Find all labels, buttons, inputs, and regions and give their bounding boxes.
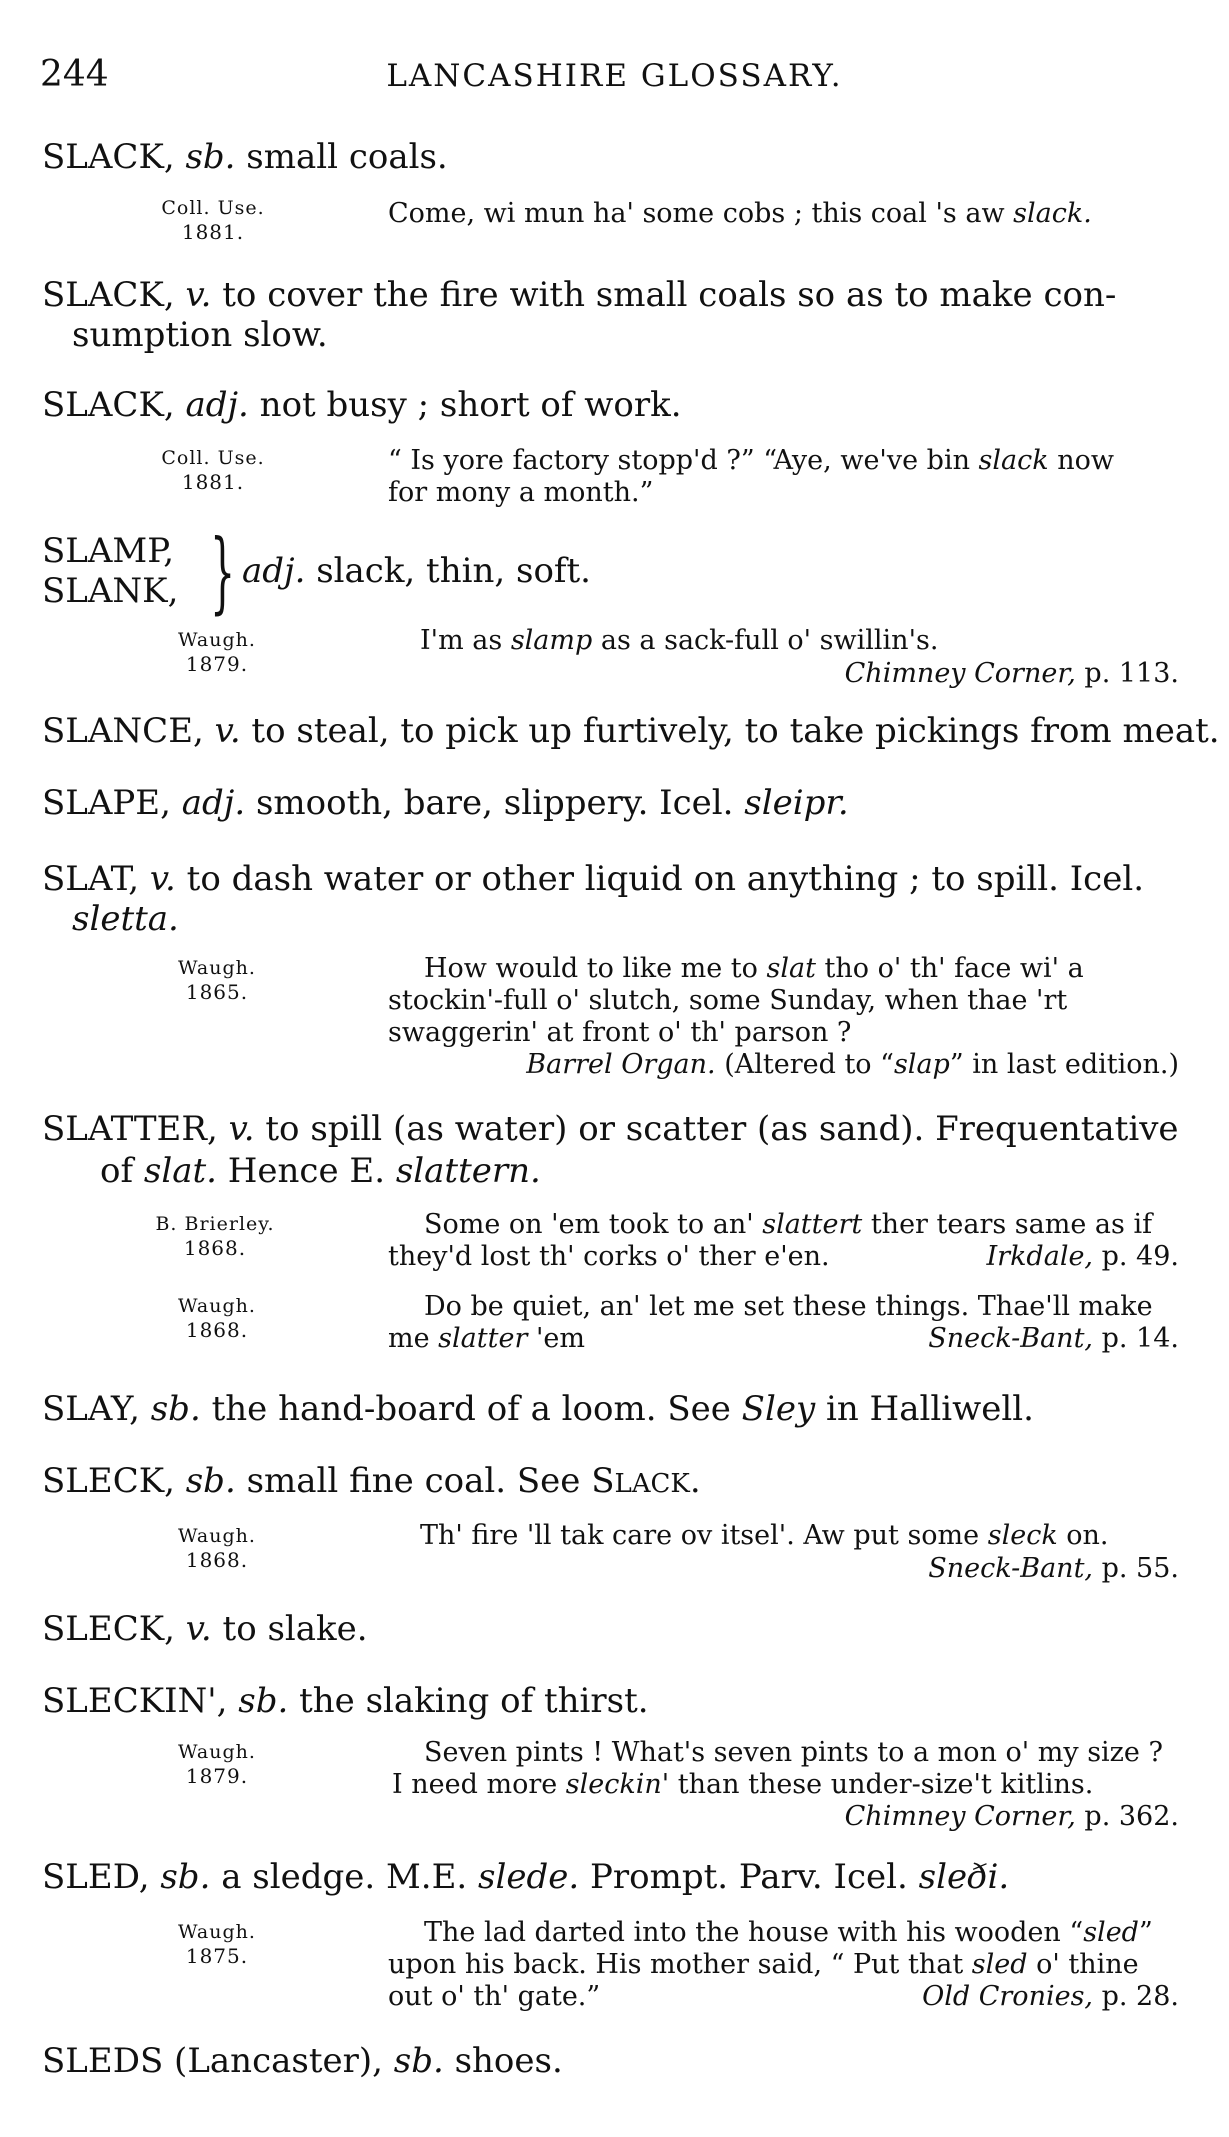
citation-source: Coll. Use. 1881. [161,197,265,244]
entry-slat [42,858,1144,900]
quotation: Do be quiet, an' let me set these things. Thae'll make me slatter 'em [388,1291,1153,1354]
definition: small coals. [235,137,448,177]
entry-slack-adj [42,384,682,426]
citation-reference: Barrel Organ. (Altered to “slap” in last edition.) [526,1049,1179,1080]
headword: SLED, [42,1857,150,1897]
part-of-speech: adj. [181,783,246,823]
citation-reference: Old Cronies, p. 28. [922,1981,1179,2012]
headword: SLECKIN', [42,1681,228,1721]
entry-slack-sb [42,136,448,178]
definition: to steal, to pick up furtively, to take pickings from meat. [240,711,1220,751]
running-title: LANCASHIRE GLOSSARY. [386,58,843,94]
part-of-speech: sb. [150,1389,201,1429]
brace: } [210,520,236,623]
citation-reference: Sneck-Bant, p. 55. [928,1553,1179,1584]
entry-sleck-sb: SLECK, sb. small fine coal. See SLACK. [42,1461,701,1501]
part-of-speech: v. [228,1109,255,1149]
citation-source: Waugh. 1879. [178,1741,256,1788]
part-of-speech: adj. [242,551,306,591]
headword: SLATTER, [42,1109,218,1149]
definition: to slake. [211,1609,368,1649]
citation-source: Waugh. 1865. [178,957,256,1004]
part-of-speech: v. [214,711,241,751]
quotation: Come, wi mun ha' some cobs ; this coal 's aw slack. [388,198,1092,229]
entry-slance [42,710,1220,752]
headword: SLAT, [42,859,140,899]
definition: to spill (as water) or scatter (as sand). Frequentative [254,1109,1179,1149]
definition: not busy ; short of work. [248,385,682,425]
quotation: I'm as slamp as a sack-full o' swillin's. [420,625,939,656]
definition: the slaking of thirst. [288,1681,649,1721]
citation-source: Coll. Use. 1881. [161,447,265,494]
citation-reference: Irkdale, p. 49. [986,1241,1179,1272]
entry-slatter [42,1108,1179,1150]
quotation: “ Is yore factory stopp'd ?” “Aye, we've bin slack now for mony a month.” [388,445,1114,508]
part-of-speech: sb. [393,2041,444,2081]
part-of-speech: sb. [185,1461,236,1501]
part-of-speech: v. [185,1609,212,1649]
definition: adj. slack, thin, soft. [242,551,591,591]
entry-slay: SLAY, sb. the hand-board of a loom. See Sley in Halliwell. [42,1389,1034,1429]
quotation: Some on 'em took to an' slattert ther tears same as if they'd lost th' corks o' ther e'en. [388,1209,1153,1272]
definition: smooth, bare, slippery. Icel. [245,783,745,823]
headword: SLECK, [42,1461,175,1501]
entry-sleckin [42,1680,649,1722]
quotation: The lad darted into the house with his wooden “sled” upon his back. His mother said, “ Put that sled o' thine out o' th' gate.” [388,1917,1153,2012]
citation-source: Waugh. 1868. [178,1295,256,1342]
entry-slack-v [42,274,1116,316]
headword: SLEDS [42,2041,164,2081]
citation-reference: Chimney Corner, p. 113. [844,658,1179,689]
headword: SLACK, [42,137,175,177]
definition: to dash water or other liquid on anything ; to spill. Icel. [175,859,1144,899]
definition: shoes. [443,2041,563,2081]
definition: small fine coal. See S [235,1461,615,1501]
entry-slamp [42,530,174,572]
headword: SLECK, [42,1609,175,1649]
headword: SLACK, [42,275,175,315]
part-of-speech: sb. [238,1681,289,1721]
headword: SLAPE, [42,783,171,823]
definition: to cover the fire with small coals so as to make con- [211,275,1117,315]
entry-sleds: SLEDS (Lancaster), sb. shoes. [42,2041,563,2081]
headword: SLANCE, [42,711,204,751]
part-of-speech: adj. [185,385,249,425]
headword: SLAMP, [42,531,175,571]
headword: SLAY, [42,1389,140,1429]
entry-sled: SLED, sb. a sledge. M.E. slede. Prompt. Parv. Icel. sleði. [42,1857,1010,1897]
quotation: Th' fire 'll tak care ov itsel'. Aw put some sleck on. [420,1520,1109,1551]
quotation: How would to like me to slat tho o' th' face wi' a stockin'-full o' slutch, some Sunday, when thae 'rt swaggerin' at front o' th' parson ? [388,953,1084,1048]
headword: SLACK, [42,385,175,425]
citation-reference: Chimney Corner, p. 362. [844,1801,1179,1832]
part-of-speech: v. [185,275,212,315]
definition: the hand-board of a loom. See [200,1389,742,1429]
citation-reference: Sneck-Bant, p. 14. [928,1323,1179,1354]
page-number: 244 [40,54,109,95]
entry-sleck-v [42,1608,368,1650]
headword: SLANK, [42,571,179,611]
citation-source: Waugh. 1868. [178,1525,256,1572]
definition-continued: sletta. [72,899,179,939]
citation-source: Waugh. 1879. [178,629,256,676]
citation-source: B. Brierley. 1868. [155,1213,275,1260]
entry-slank [42,570,178,612]
definition-continued: of slat. Hence E. slattern. [100,1151,541,1191]
part-of-speech: v. [149,859,176,899]
quotation: Seven pints ! What's seven pints to a mon o' my size ? I need more sleckin' than these under-size't kitlins. [392,1737,1163,1800]
part-of-speech: sb. [160,1857,211,1897]
definition-continued: sumption slow. [72,315,328,355]
part-of-speech: sb. [185,137,236,177]
entry-slape: SLAPE, adj. smooth, bare, slippery. Icel. sleipr. [42,783,849,823]
definition: a sledge. M.E. [210,1857,479,1897]
citation-source: Waugh. 1875. [178,1921,256,1968]
